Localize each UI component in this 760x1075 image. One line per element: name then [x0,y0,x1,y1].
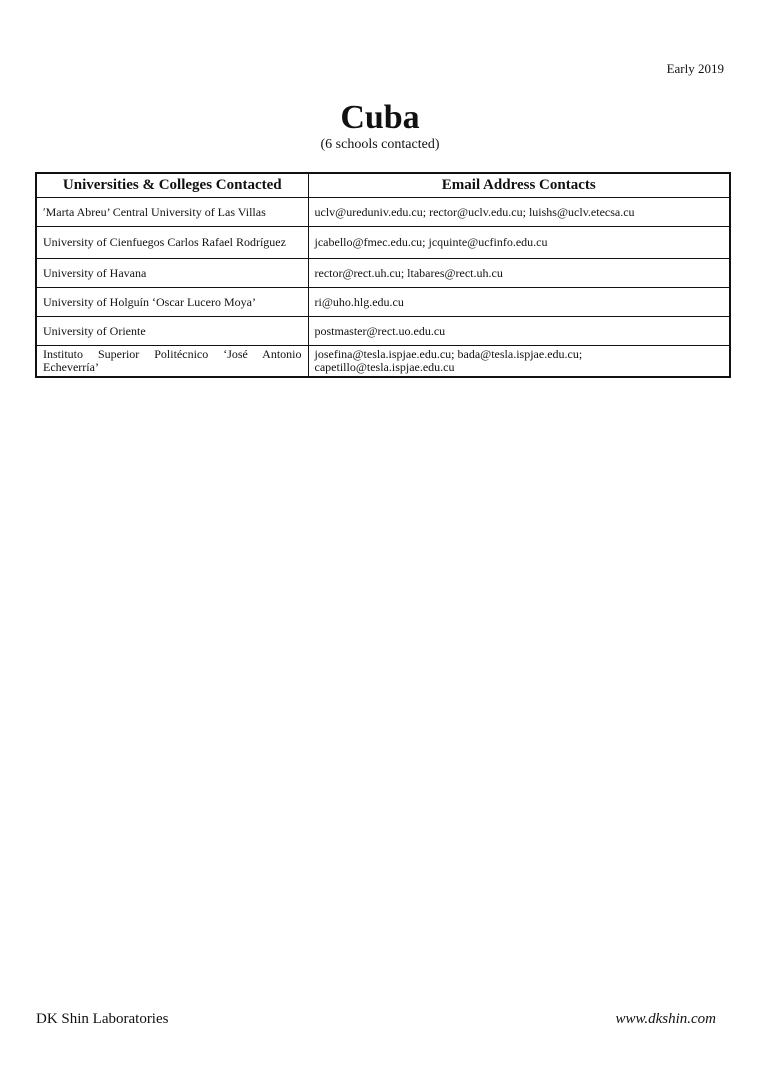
email-cell: jcabello@fmec.edu.cu; jcquinte@ucfinfo.edu.cu [308,227,730,259]
email-cell: uclv@ureduniv.edu.cu; rector@uclv.edu.cu; luishs@uclv.etecsa.cu [308,198,730,227]
school-name-cell: University of Oriente [36,317,308,346]
table-row [36,227,730,259]
email-cell: josefina@tesla.ispjae.edu.cu; bada@tesla.ispjae.edu.cu; capetillo@tesla.ispjae.edu.cu [308,346,730,378]
table-row [36,288,730,317]
table-row [36,346,730,378]
footer-website: www.dkshin.com [615,1011,716,1027]
document-date: Early 2019 [666,61,724,76]
contacts-table [35,172,731,378]
school-name-cell: University of Havana [36,259,308,288]
table-header-row [36,173,730,198]
table-row [36,317,730,346]
school-name-cell: Instituto Superior Politécnico ‘José Antonio Echeverría’ [36,346,308,378]
email-cell: rector@rect.uh.cu; ltabares@rect.uh.cu [308,259,730,288]
column-header-schools: Universities & Colleges Contacted [36,173,308,198]
table-row [36,259,730,288]
email-cell: postmaster@rect.uo.edu.cu [308,317,730,346]
school-name-cell: University of Cienfuegos Carlos Rafael Rodríguez [36,227,308,259]
page-title: Cuba [340,99,420,136]
table-row [36,198,730,227]
column-header-emails: Email Address Contacts [308,173,730,198]
school-name-cell: University of Holguín ‘Oscar Lucero Moya’ [36,288,308,317]
page-subtitle: (6 schools contacted) [320,137,440,152]
footer-company: DK Shin Laboratories [36,1011,169,1027]
school-name-cell: ʹMarta Abreu’ Central University of Las Villas [36,198,308,227]
email-cell: ri@uho.hlg.edu.cu [308,288,730,317]
